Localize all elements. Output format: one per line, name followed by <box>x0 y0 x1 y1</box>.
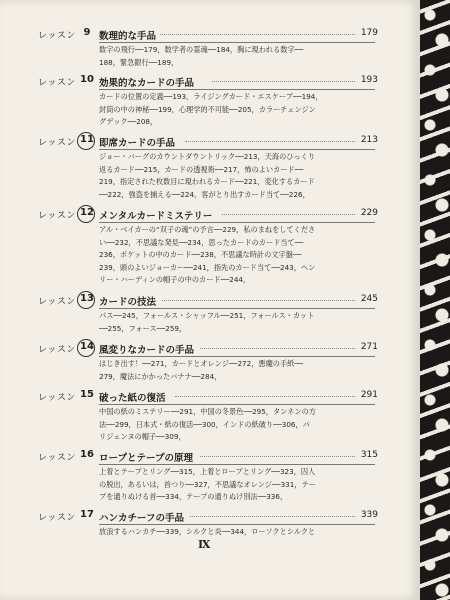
section-list <box>99 466 377 504</box>
section-line: ジョー・バーグのカウントダウントリック──213，天海のひっくり <box>99 152 316 161</box>
dot-leader <box>200 456 355 457</box>
page-number: 339 <box>360 510 378 520</box>
section-line: ──222，強盗を捕える──224，客がとり出すカード当て──226， <box>99 189 310 199</box>
title-rule <box>99 404 375 405</box>
title-rule <box>99 42 375 43</box>
lesson-number: 16 <box>80 449 94 460</box>
section-line: の脱出，あるいは，首つり──327，不思議なオレンジ──331，テー <box>99 479 316 489</box>
section-line: グデック──208， <box>99 117 158 126</box>
section-list <box>99 310 377 335</box>
title-rule <box>99 149 375 150</box>
lesson-label: レッスン <box>38 78 76 88</box>
section-list <box>99 406 377 444</box>
page-number: 291 <box>360 390 378 400</box>
lesson-title: メンタルカードミステリー <box>99 211 213 222</box>
dot-leader <box>162 300 355 301</box>
section-line: 放浪するハンカチ──339，シルクと炎──344，ローソクとシルクと <box>99 527 316 536</box>
lesson-label: レッスン <box>38 345 76 355</box>
dot-leader <box>160 34 355 35</box>
section-line: プを通りぬける首──334，テープの通りぬけ別法──336， <box>99 492 288 501</box>
page-number: 229 <box>360 208 378 218</box>
lesson-title: 数理的な手品 <box>99 31 157 42</box>
lesson-number: 10 <box>80 74 94 85</box>
lesson-title: カードの技法 <box>99 297 157 308</box>
lesson-label: レッスン <box>38 138 76 148</box>
section-line: はじき出す！──271，カードとオレンジ──272，悪魔の手紙── <box>99 359 303 368</box>
section-line: 中国の紙のミステリー──291，中国の冬景色──295，タンネンの方 <box>99 407 316 416</box>
page-footer-number: Ⅸ <box>198 538 211 551</box>
dot-leader <box>222 214 355 215</box>
section-line: 返るカード──215，カードの透視術──217，怖のよいカード── <box>99 164 304 174</box>
section-list <box>99 526 377 539</box>
title-rule <box>99 524 375 525</box>
section-line: リジェンヌの帽子──309， <box>99 432 186 441</box>
section-line: 封筒の中の神秘──199，心理学的不可能──205，カラーチェンジン <box>99 104 316 114</box>
title-rule <box>99 222 375 223</box>
page-number: 213 <box>360 135 378 145</box>
page-number: 245 <box>360 294 378 304</box>
section-line: アル・ベイカーの“双子の魂”の予言──229，私のまねをしてくださ <box>99 225 316 234</box>
lesson-number: 9 <box>83 27 91 38</box>
section-line: カードの位置の定義──193，ライジングカード・エスケープ──194， <box>99 92 323 101</box>
lesson-title: 効果的なカードの手品 <box>99 78 195 89</box>
title-rule <box>99 464 375 465</box>
lesson-label: レッスン <box>38 453 76 463</box>
title-rule <box>99 89 375 90</box>
section-list <box>99 224 377 287</box>
lesson-title: 破った紙の復活 <box>99 393 166 404</box>
patterned-background <box>420 0 450 600</box>
page-number: 193 <box>360 75 378 85</box>
section-list <box>99 151 377 201</box>
section-line: い──232，不思議な発見──234，思ったカードのカード当て── <box>99 237 304 247</box>
lesson-number: 11 <box>78 134 96 145</box>
toc-entry-lesson-11 <box>0 135 420 215</box>
dot-leader <box>175 396 355 397</box>
section-line: 上着とテープとリング──315，上着とロープとリング──323，囚人 <box>99 467 316 476</box>
lesson-title: 風変りなカードの手品 <box>99 345 195 356</box>
title-rule <box>99 308 375 309</box>
lesson-number: 17 <box>80 509 94 520</box>
dot-leader <box>185 141 355 142</box>
section-line: 239，頭のよいジョーカー──241，指先のカード当て──243，ヘン <box>99 262 316 272</box>
section-line: 236，ポケットの中のカード──238，不思議な時計の文字盤── <box>99 250 302 259</box>
section-line: 数字の飛行──179，数学者の霊魂──184，胸に現われる数字── <box>99 45 304 54</box>
page-number: 179 <box>360 28 378 38</box>
section-line: 188，緊急銀行──189， <box>99 57 179 67</box>
lesson-number: 12 <box>78 207 96 218</box>
lesson-title: 即席カードの手品 <box>99 138 176 149</box>
section-list <box>99 44 377 69</box>
lesson-number: 13 <box>78 293 96 304</box>
section-line: パス──245，フォールス・シャッフル──251，フォールス・カット <box>99 311 315 320</box>
lesson-title: ハンカチーフの手品 <box>99 513 185 524</box>
lesson-label: レッスン <box>38 513 76 523</box>
dot-leader <box>190 516 355 517</box>
section-list <box>99 91 377 129</box>
section-line: 法──299，日本式・紙の復活──300，インドの紙破り──306，パ <box>99 419 310 429</box>
section-list <box>99 358 377 383</box>
lesson-number: 14 <box>78 341 96 352</box>
page-number: 271 <box>360 342 378 352</box>
title-rule <box>99 356 375 357</box>
dot-leader <box>212 81 355 82</box>
lesson-number: 15 <box>80 389 94 400</box>
lesson-label: レッスン <box>38 297 76 307</box>
lesson-title: ロープとテープの原理 <box>99 453 194 464</box>
section-line: ──255，フォース──259， <box>99 323 187 333</box>
dot-leader <box>200 348 355 349</box>
toc-entry-lesson-12 <box>0 208 420 288</box>
lesson-label: レッスン <box>38 211 76 221</box>
lesson-label: レッスン <box>38 31 76 41</box>
section-line: 219，指定された枚数目に現われるカード──221，変化するカード <box>99 177 315 186</box>
section-line: 279，魔法にかかったバナナ──284， <box>99 371 222 381</box>
section-line: リー・ハーディンの帽子の中のカード──244， <box>99 275 251 284</box>
lesson-label: レッスン <box>38 393 76 403</box>
page-number: 315 <box>360 450 378 460</box>
